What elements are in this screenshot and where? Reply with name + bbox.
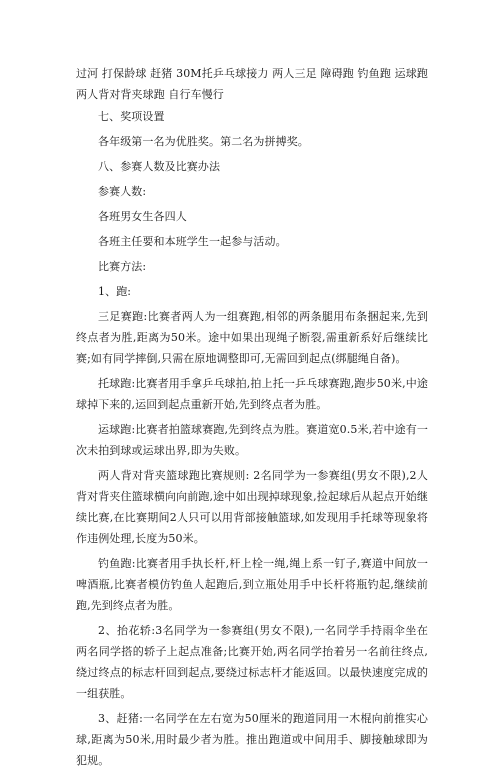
running-heading: 1、跑:: [98, 285, 132, 298]
awards-paragraph: 各年级第一名为优胜奖。第二名为拼搏奖。: [98, 135, 309, 148]
back-to-back-race-paragraph: 两人背对背夹篮球跑比赛规则: 2名同学为一参赛组(男女不限),2人背对背夹住篮球横向向前跑,途中如出现掉球现象,捡起球后从起点开始继续比赛,在比赛期间2人只可以用背部接触篮球,如发现用手托球等现象将作违例处理,长度为50米。: [76, 469, 428, 545]
sedan-chair-paragraph: 2、抬花轿:3名同学为一参赛组(男女不限),一名同学手持雨伞坐在两名同学搭的轿子上起点准备;比赛开始,两名同学抬着另一名前往终点,绕过终点的标志杆回到起点,要绕过标志杆才能返回。以最快速度完成的一组获胜。: [76, 624, 428, 700]
participants-paragraph: 各班男女生各四人: [98, 210, 187, 223]
methods-label: 比赛方法:: [98, 260, 147, 273]
section-heading-awards: 七、奖项设置: [98, 110, 165, 123]
pig-driving-paragraph: 3、赶猪:一名同学在左右宽为50厘米的跑道同用一木棍向前推实心球,距离为50米,用时最少者为胜。推出跑道或中间用手、脚接触球即为犯规。: [76, 712, 428, 767]
document-body: [76, 63, 428, 775]
event-list-paragraph: 过河 打保龄球 赶猪 30M托乒乓球接力 两人三足 障碍跑 钓鱼跑 运球跑 两人背对背夹球跑 自行车慢行: [76, 67, 428, 101]
section-heading-participants: 八、参赛人数及比赛办法: [98, 160, 221, 173]
fishing-race-paragraph: 钓鱼跑:比赛者用手执长杆,杆上栓一绳,绳上系一钉子,赛道中间放一啤酒瓶,比赛者模仿钓鱼人起跑后,到立瓶处用手中长杆将瓶钓起,继续前跑,先到终点者为胜。: [76, 557, 428, 612]
three-legged-race-paragraph: 三足赛跑:比赛者两人为一组赛跑,相邻的两条腿用布条捆起来,先到终点者为胜,距离为50米。途中如果出现绳子断裂,需重新系好后继续比赛;如有同学摔倒,只需在原地调整即可,无需回到起点(绑腿绳自备)。: [76, 310, 428, 365]
ball-carry-race-paragraph: 托球跑:比赛者用手拿乒乓球拍,拍上托一乒乓球赛跑,跑步50米,中途球掉下来的,运回到起点重新开始,先到终点者为胜。: [76, 377, 428, 411]
dribble-race-paragraph: 运球跑:比赛者拍篮球赛跑,先到终点为胜。赛道宽0.5米,若中途有一次未拍到球或运球出界,即为失败。: [76, 423, 428, 457]
teachers-paragraph: 各班主任要和本班学生一起参与活动。: [98, 235, 287, 248]
participants-label: 参赛人数:: [98, 185, 147, 198]
